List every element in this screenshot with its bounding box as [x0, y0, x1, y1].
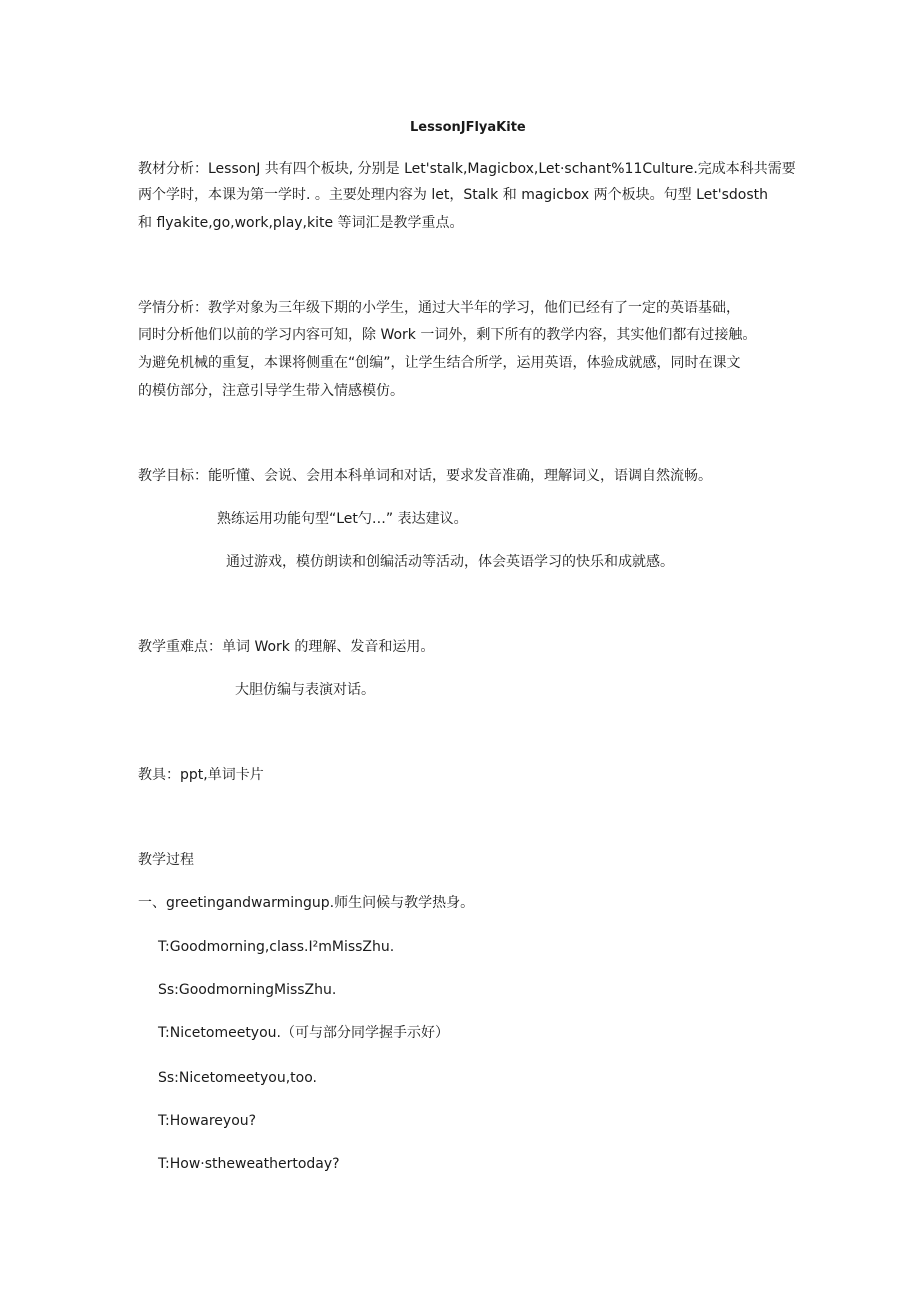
key-point-line: 教学重难点：单词 Work 的理解、发音和运用。 — [138, 639, 435, 655]
objective-line: 教学目标：能听懂、会说、会用本科单词和对话，要求发音准确，理解词义，语调自然流畅。 — [138, 468, 712, 484]
material-analysis-line: 教材分析：LessonJ 共有四个板块, 分别是 Let'stalk,Magicbox,Let·schant%11Culture.完成本科共需要 — [138, 161, 796, 177]
objective-line: 通过游戏，模仿朗读和创编活动等活动，体会英语学习的快乐和成就感。 — [226, 554, 674, 570]
objective-line: 熟练运用功能句型“Let勺…” 表达建议。 — [217, 511, 468, 527]
dialogue-line: T:How·stheweathertoday? — [158, 1156, 340, 1172]
process-heading: 教学过程 — [138, 852, 194, 868]
dialogue-line: Ss:Nicetomeetyou,too. — [158, 1070, 317, 1086]
document-title: LessonJFlyaKite — [410, 120, 526, 135]
student-analysis-line: 学情分析：教学对象为三年级下期的小学生，通过大半年的学习，他们已经有了一定的英语基础， — [138, 300, 740, 316]
process-step: 一、greetingandwarmingup.师生问候与教学热身。 — [138, 895, 475, 911]
student-analysis-line: 同时分析他们以前的学习内容可知，除 Work 一词外，剩下所有的教学内容，其实他们都有过接触。 — [138, 327, 757, 343]
dialogue-line: Ss:GoodmorningMissZhu. — [158, 982, 337, 998]
student-analysis-line: 为避免机械的重复，本课将侧重在“创编”，让学生结合所学，运用英语，体验成就感，同时在课文 — [138, 355, 741, 371]
material-analysis-line: 两个学时，本课为第一学时. 。主要处理内容为 let，Stalk 和 magicbox 两个板块。句型 Let'sdosth — [138, 187, 768, 203]
dialogue-line: T:Goodmorning,class.I²mMissZhu. — [158, 939, 395, 955]
key-point-line: 大胆仿编与表演对话。 — [235, 682, 375, 698]
material-analysis-line: 和 flyakite,go,work,play,kite 等词汇是教学重点。 — [138, 215, 464, 231]
student-analysis-line: 的模仿部分，注意引导学生带入情感模仿。 — [138, 383, 404, 399]
dialogue-line: T:Nicetomeetyou.（可与部分同学握手示好） — [158, 1025, 449, 1041]
teaching-tools: 教具：ppt,单词卡片 — [138, 767, 264, 783]
dialogue-line: T:Howareyou? — [158, 1113, 257, 1129]
